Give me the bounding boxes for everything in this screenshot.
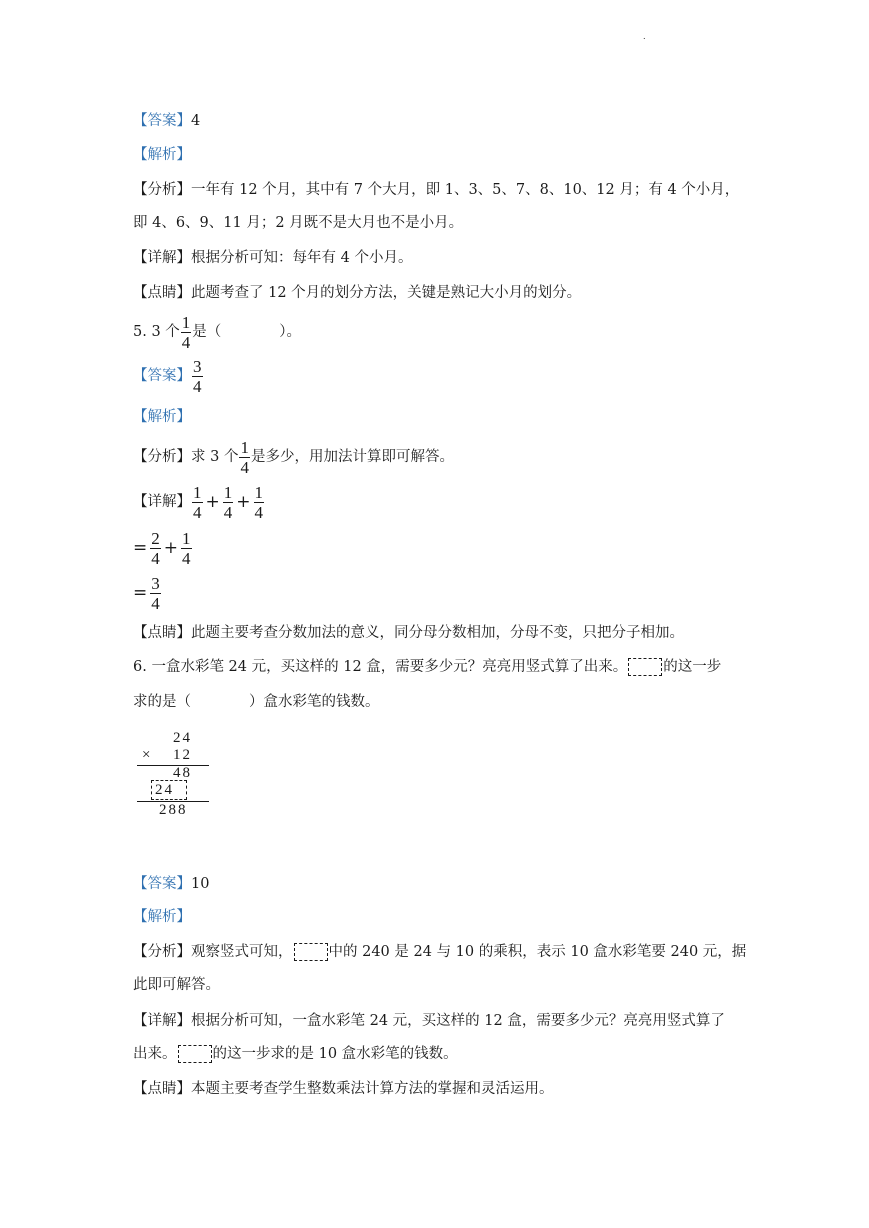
q5-step1: [133, 482, 265, 522]
numerator: 1: [181, 312, 191, 332]
q5-fenxi-line: [133, 437, 454, 477]
numerator: 1: [193, 482, 202, 502]
denominator: 4: [193, 376, 202, 396]
answer-tag: 【答案】: [133, 113, 191, 129]
denominator: 4: [181, 332, 191, 352]
q6-dianjing-line: [133, 1079, 554, 1099]
fraction: [181, 313, 192, 352]
q4-xiangjie-line: [133, 248, 412, 268]
numerator: 1: [254, 482, 263, 502]
q6-xiangjie-line1: [133, 1011, 725, 1031]
fraction: [239, 438, 250, 477]
q5-stem-prefix: 5. 3 个: [133, 324, 180, 340]
q5-stem-suffix: 是（ ）。: [192, 324, 302, 340]
q6-fenxi-line2: [133, 975, 220, 995]
times-sign: ×: [142, 747, 153, 763]
header-dot: .: [643, 32, 646, 41]
numerator: 3: [193, 356, 202, 376]
q6-fenxi-prefix: 观察竖式可知，: [191, 944, 293, 960]
q5-dianjing-text: 此题主要考查分数加法的意义，同分母分数相加，分母不变，只把分子相加。: [191, 625, 684, 641]
q6-stem-text2: 求的是（ ）盒水彩笔的钱数。: [133, 694, 380, 710]
numerator: 1: [240, 437, 249, 457]
dashed-box-icon: [178, 1045, 212, 1063]
q6-xiangjie-suffix: 的这一步求的是 10 盒水彩笔的钱数。: [212, 1046, 458, 1062]
q6-answer: 10: [191, 876, 210, 892]
partial-product-1: 48: [173, 765, 192, 781]
q6-stem-prefix: 6. 一盒水彩笔 24 元，买这样的 12 盒，需要多少元？亮亮用竖式算了出来。: [133, 659, 628, 675]
fraction: [181, 529, 192, 568]
q6-xiangjie-line2: [133, 1044, 458, 1064]
answer-tag: 【答案】: [133, 876, 191, 892]
multiplier: 12: [173, 747, 192, 763]
equals-sign: =: [133, 538, 148, 558]
q6-analysis-line: [133, 907, 191, 927]
q5-fenxi-suffix: 是多少，用加法计算即可解答。: [250, 449, 454, 465]
q5-step3: [131, 573, 162, 613]
q6-stem-line1: [133, 657, 721, 677]
q4-fenxi-text2: 即 4、6、9、11 月；2 月既不是大月也不是小月。: [133, 215, 464, 231]
q4-answer-line: [133, 111, 200, 131]
q4-dianjing-text: 此题考查了 12 个月的划分方法，关键是熟记大小月的划分。: [191, 285, 582, 301]
q6-fenxi-line1: [133, 942, 746, 962]
dianjing-tag: 【点睛】: [133, 1081, 191, 1097]
fraction: [150, 574, 161, 613]
q6-fenxi-suffix: 中的 240 是 24 与 10 的乘积，表示 10 盒水彩笔要 240 元，据: [328, 944, 747, 960]
multiplicand: 24: [173, 730, 192, 746]
dianjing-tag: 【点睛】: [133, 285, 191, 301]
q4-fenxi-text1: 一年有 12 个月，其中有 7 个大月，即 1、3、5、7、8、10、12 月；有 4 个小月，: [191, 182, 740, 198]
q4-fenxi-line1: [133, 180, 739, 200]
denominator: 4: [182, 548, 191, 568]
denominator: 4: [254, 502, 263, 522]
equals-sign: =: [133, 583, 148, 603]
q4-answer: 4: [191, 113, 201, 129]
numerator: 1: [223, 482, 233, 502]
numerator: 3: [151, 573, 160, 593]
numerator: 1: [182, 528, 191, 548]
xiangjie-tag: 【详解】: [133, 1013, 191, 1029]
q6-dianjing-text: 本题主要考查学生整数乘法计算方法的掌握和灵活运用。: [191, 1081, 554, 1097]
xiangjie-tag: 【详解】: [133, 250, 191, 266]
q6-xiangjie-text1: 根据分析可知，一盒水彩笔 24 元，买这样的 12 盒，需要多少元？亮亮用竖式算了: [191, 1013, 725, 1029]
analysis-tag: 【解析】: [133, 409, 191, 425]
answer-tag: 【答案】: [133, 368, 191, 384]
q4-xiangjie-text: 根据分析可知：每年有 4 个小月。: [191, 250, 413, 266]
fenxi-tag: 【分析】: [133, 182, 191, 198]
q5-dianjing-line: [133, 623, 684, 643]
analysis-tag: 【解析】: [133, 147, 191, 163]
q6-stem-line2: [133, 692, 380, 712]
q4-fenxi-line2: [133, 213, 463, 233]
denominator: 4: [151, 593, 160, 613]
q5-step2: [131, 528, 193, 568]
q6-stem-suffix: 的这一步: [663, 659, 722, 675]
q5-stem: [133, 312, 301, 352]
denominator: 4: [240, 457, 249, 477]
partial-product-2: 24: [155, 782, 174, 798]
fraction: [150, 529, 161, 568]
analysis-tag: 【解析】: [133, 909, 191, 925]
q6-fenxi-text2: 此即可解答。: [133, 977, 220, 993]
product: 288: [159, 802, 188, 818]
plus-sign: +: [236, 492, 251, 512]
fenxi-tag: 【分析】: [133, 944, 191, 960]
dashed-box-icon: [294, 943, 328, 961]
dashed-box-icon: [628, 658, 662, 676]
plus-sign: +: [205, 492, 220, 512]
denominator: 4: [223, 502, 233, 522]
fraction: [192, 483, 203, 522]
fraction: [192, 357, 203, 396]
q4-analysis-line: [133, 145, 191, 165]
fraction: [254, 483, 265, 522]
q5-fenxi-prefix: 求 3 个: [191, 449, 239, 465]
q6-answer-line: [133, 874, 209, 894]
fenxi-tag: 【分析】: [133, 449, 191, 465]
xiangjie-tag: 【详解】: [133, 494, 191, 510]
denominator: 4: [151, 548, 160, 568]
q6-xiangjie-prefix: 出来。: [133, 1046, 177, 1062]
q5-analysis-line: [133, 407, 191, 427]
vertical-multiplication: [137, 728, 217, 823]
numerator: 2: [151, 528, 160, 548]
denominator: 4: [193, 502, 202, 522]
fraction: [223, 483, 234, 522]
q5-answer-line: [133, 356, 204, 396]
plus-sign: +: [163, 538, 178, 558]
dianjing-tag: 【点睛】: [133, 625, 191, 641]
q4-dianjing-line: [133, 283, 581, 303]
